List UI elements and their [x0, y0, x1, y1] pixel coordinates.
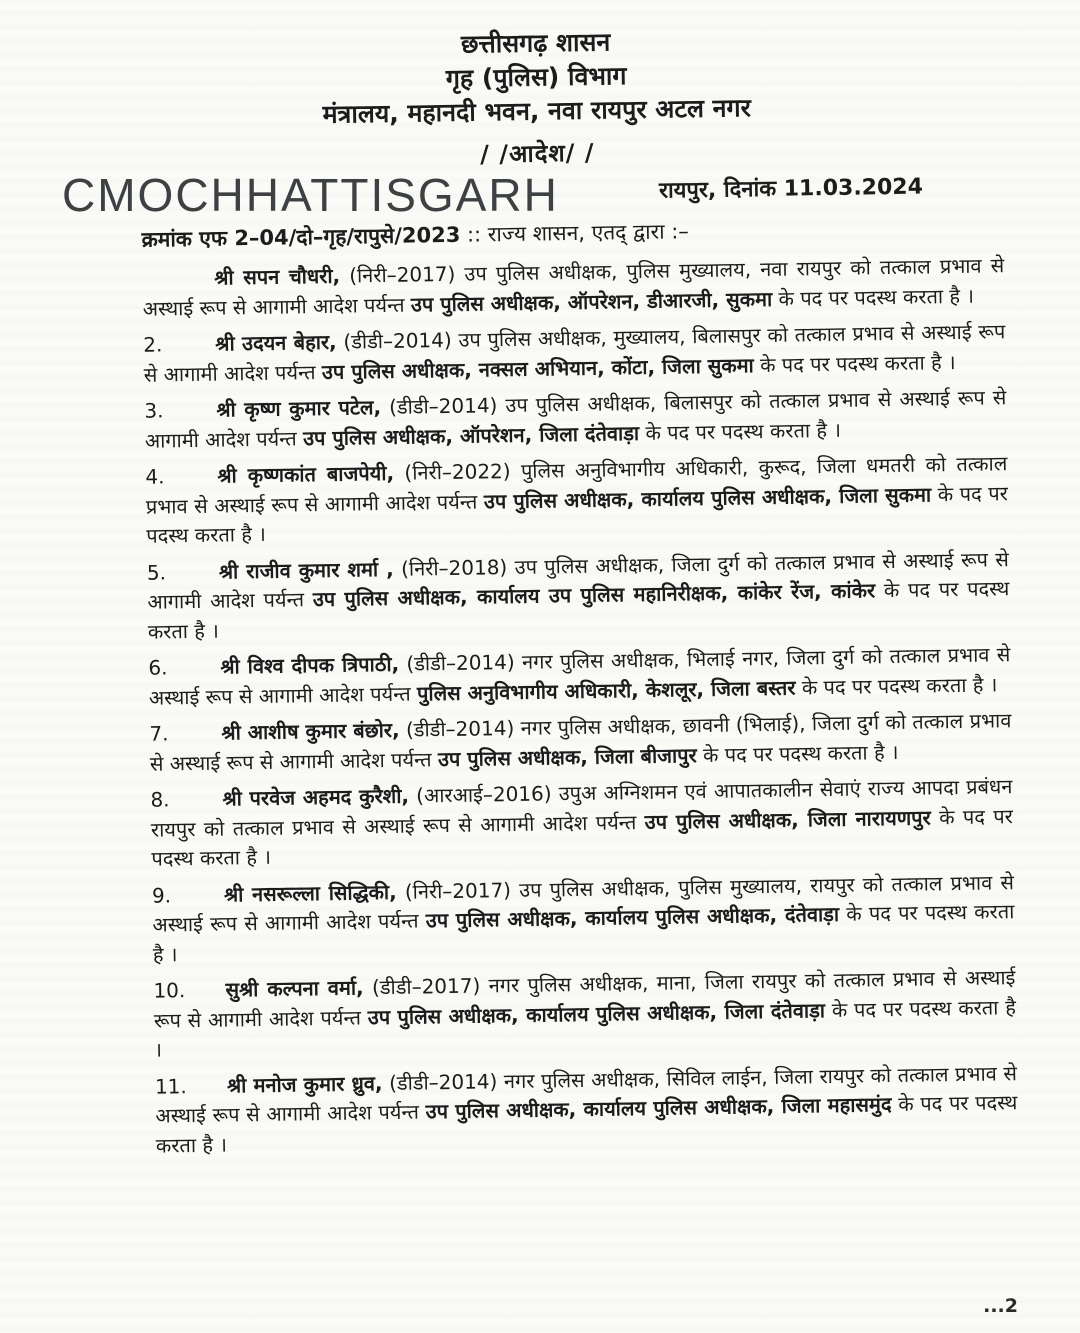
header-address: मंत्रालय, महानदी भवन, नवा रायपुर अटल नगर — [322, 93, 752, 129]
header-government: छत्तीसगढ़ शासन — [460, 27, 611, 59]
item-bold-text: उप पुलिस अधीक्षक, जिला नारायणपुर — [644, 804, 931, 834]
reference-number: क्रमांक एफ 2–04/दो–गृह/रापुसे/2023 — [141, 222, 461, 252]
order-item — [149, 706, 1012, 779]
item-text: के पद पर पदस्थ करता है । — [154, 994, 1017, 1062]
item-bold-text: श्री सपन चौधरी, — [214, 263, 341, 290]
item-bold-text: उप पुलिस अधीक्षक, कार्यालय पुलिस अधीक्षक, जिला दंतेवाड़ा — [367, 997, 826, 1029]
order-item — [152, 868, 1015, 970]
header-department: गृह (पुलिस) विभाग — [445, 61, 627, 93]
item-text: (डीडी–2014) नगर पुलिस अधीक्षक, सिविल लाईन, जिला रायपुर को तत्काल प्रभाव से अस्थाई रूप से आगामी आदेश पर्यन्त — [155, 1060, 1018, 1128]
order-item — [150, 772, 1013, 874]
item-bold-text: उप पुलिस अधीक्षक, ऑपरेशन, जिला दंतेवाड़ा — [302, 420, 640, 450]
item-text: के पद पर पदस्थ करता है । — [151, 803, 1014, 871]
item-bold-text: श्री कृष्णकांत बाजपेयी, — [217, 460, 395, 488]
item-number: 4. — [145, 464, 165, 489]
item-bold-text: श्री कृष्ण कुमार पटेल, — [216, 395, 382, 422]
item-text: (डीडी–2014) उप पुलिस अधीक्षक, बिलासपुर को तत्काल प्रभाव से अस्थाई रूप से आगामी आदेश पर्यन्त — [144, 385, 1007, 453]
item-number: 2. — [143, 332, 163, 357]
order-item — [145, 449, 1008, 551]
order-item — [142, 251, 1005, 324]
item-number: 7. — [149, 721, 169, 746]
watermark-text: CMOCHHATTISGARH — [62, 169, 559, 221]
item-bold-text: श्री परवेज अहमद कुरैशी, — [222, 783, 410, 811]
order-title: / /आदेश/ / — [479, 138, 595, 169]
document-header — [60, 19, 1012, 178]
order-item — [148, 640, 1011, 713]
item-text: (निरी–2017) उप पुलिस अधीक्षक, पुलिस मुख्यालय, नवा रायपुर को तत्काल प्रभाव से अस्थाई रूप से आगामी आदेश पर्यन्त — [142, 253, 1005, 321]
item-number: 10. — [153, 978, 186, 1003]
item-text: के पद पर पदस्थ करता है । — [753, 349, 956, 377]
item-number: 8. — [150, 787, 170, 812]
item-number: 9. — [151, 882, 172, 908]
item-text: के पद पर पदस्थ करता है । — [771, 283, 975, 311]
order-item — [147, 545, 1010, 647]
item-text: के पद पर पदस्थ करता है । — [146, 480, 1008, 548]
item-text: के पद पर पदस्थ करता है । — [638, 417, 842, 445]
item-bold-text: श्री नसरूल्ला सिद्धिकी, — [223, 879, 397, 907]
item-text: (डीडी–2017) नगर पुलिस अधीक्षक, माना, जिला रायपुर को तत्काल प्रभाव से अस्थाई रूप से आगामी आदेश पर्यन्त — [153, 965, 1016, 1033]
item-text: (निरी–2017) उप पुलिस अधीक्षक, पुलिस मुख्यालय, रायपुर को तत्काल प्रभाव से अस्थाई रूप से आगामी आदेश पर्यन्त — [152, 869, 1015, 937]
item-bold-text: श्री राजीव कुमार शर्मा , — [218, 556, 394, 584]
order-item — [143, 317, 1006, 390]
order-body — [63, 211, 1028, 1162]
place-date: रायपुर, दिनांक 11.03.2024 — [658, 174, 924, 204]
item-number: 3. — [144, 398, 164, 423]
order-item — [144, 383, 1007, 456]
item-text: (आरआई–2016) उपुअ अग्निशमन एवं आपातकालीन सेवाएं राज्य आपदा प्रबंधन रायपुर को तत्काल प्रभाव से अस्थाई रूप से आगामी आदेश पर्यन्त — [150, 774, 1013, 842]
item-bold-text: श्री उदयन बेहार, — [215, 329, 337, 356]
item-text: के पद पर पदस्थ करता है । — [152, 899, 1015, 967]
item-bold-text: उप पुलिस अधीक्षक, कार्यालय पुलिस अधीक्षक, जिला सुकमा — [483, 481, 932, 513]
item-text: (निरी–2018) उप पुलिस अधीक्षक, जिला दुर्ग को तत्काल प्रभाव से अस्थाई रूप से आगामी आदेश पर्यन्त — [147, 546, 1009, 614]
item-text: के पद पर पदस्थ करता है । — [696, 739, 899, 767]
reference-issuer: :: राज्य शासन, एतद् द्वारा :– — [460, 219, 690, 247]
item-text: के पद पर पदस्थ करता है । — [155, 1090, 1018, 1158]
item-bold-text: श्री मनोज कुमार ध्रुव, — [226, 1070, 383, 1098]
item-bold-text: उप पुलिस अधीक्षक, ऑपरेशन, डीआरजी, सुकमा — [410, 286, 773, 317]
item-number — [142, 285, 214, 286]
item-bold-text: श्री आशीष कुमार बंछोर, — [221, 717, 400, 745]
item-number: 11. — [154, 1073, 187, 1099]
item-text: (निरी–2022) पुलिस अनुविभागीय अधिकारी, कुरूद, जिला धमतरी को तत्काल प्रभाव से अस्थाई रूप से आगामी आदेश पर्यन्त — [145, 451, 1008, 519]
item-text: के पद पर पदस्थ करता है । — [147, 576, 1010, 644]
order-item — [155, 1059, 1018, 1161]
item-bold-text: उप पुलिस अधीक्षक, कार्यालय पुलिस अधीक्षक, जिला महासमुंद — [425, 1092, 892, 1124]
item-bold-text: उप पुलिस अधीक्षक, जिला बीजापुर — [437, 742, 697, 771]
item-number: 5. — [146, 559, 167, 585]
page-continuation-marker: ...2 — [983, 1295, 1018, 1317]
item-text: (डीडी–2014) नगर पुलिस अधीक्षक, भिलाई नगर, जिला दुर्ग को तत्काल प्रभाव से अस्थाई रूप से आगामी आदेश पर्यन्त — [148, 642, 1011, 710]
item-text: (डीडी–2014) उप पुलिस अधीक्षक, मुख्यालय, बिलासपुर को तत्काल प्रभाव से अस्थाई रूप से आगामी आदेश पर्यन्त — [143, 319, 1006, 387]
item-text: (डीडी–2014) नगर पुलिस अधीक्षक, छावनी (भिलाई), जिला दुर्ग को तत्काल प्रभाव से अस्थाई रूप से आगामी आदेश पर्यन्त — [149, 708, 1012, 776]
item-bold-text: श्री विश्व दीपक त्रिपाठी, — [220, 651, 400, 679]
order-items — [142, 251, 1018, 1160]
item-bold-text: उप पुलिस अधीक्षक, कार्यालय उप पुलिस महानिरीक्षक, कांकेर रेंज, कांकेर — [312, 578, 876, 612]
order-item — [153, 963, 1016, 1065]
item-text: के पद पर पदस्थ करता है । — [795, 671, 998, 700]
item-bold-text: उप पुलिस अधीक्षक, नक्सल अभियान, कोंटा, जिला सुकमा — [321, 352, 754, 384]
item-bold-text: सुश्री कल्पना वर्मा, — [225, 975, 364, 1002]
item-bold-text: उप पुलिस अधीक्षक, कार्यालय पुलिस अधीक्षक, दंतेवाड़ा — [425, 901, 840, 933]
item-number: 6. — [148, 655, 168, 680]
item-bold-text: पुलिस अनुविभागीय अधिकारी, केशलूर, जिला बस्तर — [416, 675, 796, 705]
